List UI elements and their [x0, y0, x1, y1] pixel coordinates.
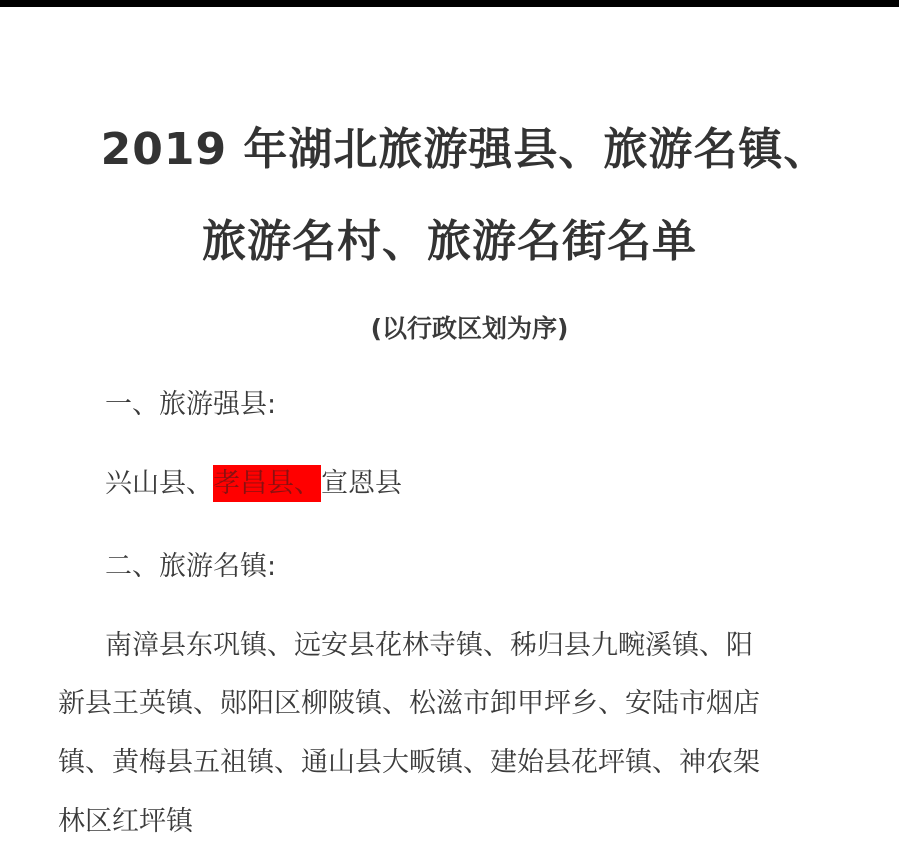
county-list [105, 470, 402, 497]
county-item-xiaochang-highlighted: 孝昌县、 [213, 465, 321, 502]
town-list-line-2: 新县王英镇、郧阳区柳陂镇、松滋市卸甲坪乡、安陆市烟店 [58, 688, 760, 719]
section-heading-tourism-counties: 一、旅游强县: [105, 389, 277, 420]
top-black-bar [0, 0, 899, 7]
town-list-line-1: 南漳县东巩镇、远安县花林寺镇、秭归县九畹溪镇、阳 [105, 630, 753, 661]
document-title-line-1: 2019 年湖北旅游强县、旅游名镇、 [100, 124, 829, 175]
document-subtitle: (以行政区划为序) [370, 314, 569, 343]
document-title-line-2: 旅游名村、旅游名街名单 [202, 216, 697, 267]
section-heading-tourism-towns: 二、旅游名镇: [105, 551, 277, 582]
town-list-line-3: 镇、黄梅县五祖镇、通山县大畈镇、建始县花坪镇、神农架 [58, 747, 760, 778]
town-list-line-4: 林区红坪镇 [58, 806, 193, 837]
county-item-xingshan: 兴山县、 [105, 468, 213, 499]
county-item-xuanen: 宣恩县 [321, 468, 402, 499]
